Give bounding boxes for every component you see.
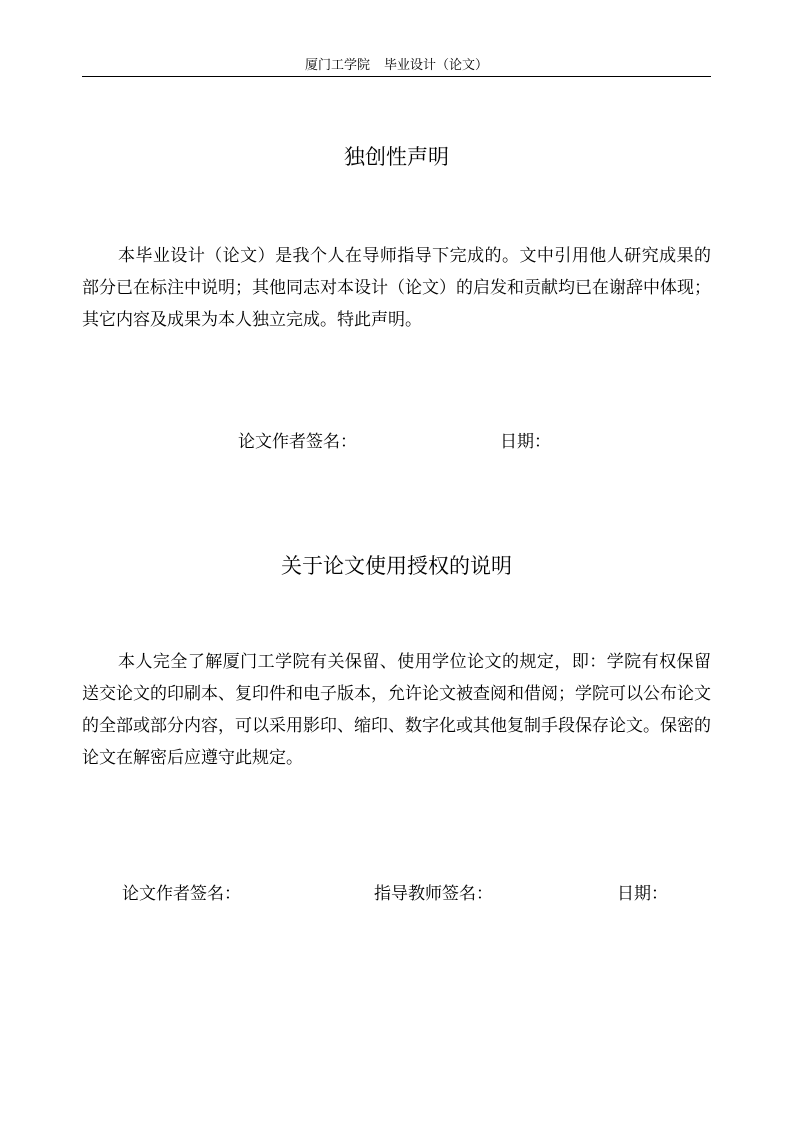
authorization-advisor-signature-label: 指导教师签名： [374, 884, 493, 904]
header-school: 厦门工学院 [304, 58, 370, 73]
page-header [82, 58, 711, 77]
authorization-date-label: 日期： [617, 884, 668, 904]
header-doc-type: 毕业设计（论文） [384, 58, 489, 73]
originality-title: 独创性声明 [344, 145, 449, 169]
originality-date-label: 日期： [500, 432, 551, 452]
authorization-author-signature-label: 论文作者签名： [122, 884, 241, 904]
originality-author-signature-label: 论文作者签名： [238, 432, 357, 452]
authorization-title: 关于论文使用授权的说明 [281, 554, 512, 578]
originality-body: 本毕业设计（论文）是我个人在导师指导下完成的。文中引用他人研究成果的部分已在标注中说明；其他同志对本设计（论文）的启发和贡献均已在谢辞中体现；其它内容及成果为本人独立完成。特此声明。 [82, 246, 711, 330]
authorization-body: 本人完全了解厦门工学院有关保留、使用学位论文的规定，即：学院有权保留送交论文的印刷本、复印件和电子版本，允许论文被查阅和借阅；学院可以公布论文的全部或部分内容，可以采用影印、缩印、数字化或其他复制手段保存论文。保密的论文在解密后应遵守此规定。 [82, 652, 711, 768]
